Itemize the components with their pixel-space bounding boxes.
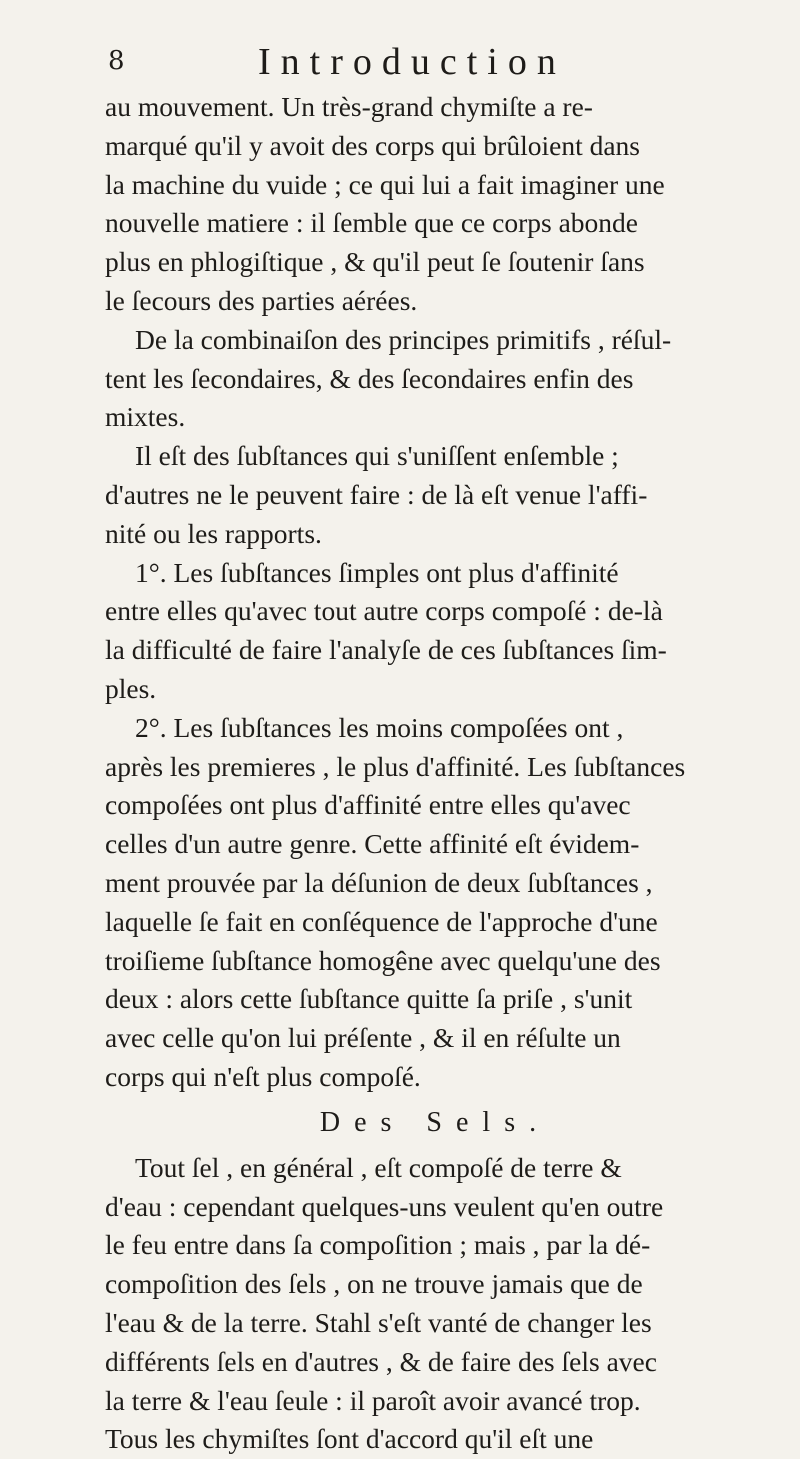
- text-line: au mouvement. Un très-grand chymiſte a re-: [105, 91, 593, 122]
- text-line: plus en phlogiſtique , & qu'il peut ſe ſoutenir ſans: [105, 246, 645, 278]
- text-line: 2°. Les ſubſtances les moins compoſées ont ,: [135, 711, 624, 743]
- text-line: Il eſt des ſubſtances qui s'uniſſent enſemble ;: [135, 440, 619, 472]
- text-line: Tous les chymiſtes ſont d'accord qu'il eſt une: [105, 1423, 594, 1455]
- text-line: nité ou les rapports.: [105, 517, 322, 549]
- text-line: d'eau : cependant quelques-uns veulent qu'en outre: [105, 1190, 664, 1222]
- text-line: le ſecours des parties aérées.: [105, 284, 418, 316]
- text-line: nouvelle matiere : il ſemble que ce corps abonde: [105, 207, 638, 239]
- text-line: différents ſels en d'autres , & de faire des ſels avec: [105, 1345, 657, 1377]
- section-heading: Des Sels.: [319, 1106, 551, 1138]
- paragraph: [105, 437, 765, 553]
- text-line: marqué qu'il y avoit des corps qui brûloient dans: [105, 129, 640, 161]
- text-line: deux : alors cette ſubſtance quitte ſa priſe , s'unit: [105, 983, 633, 1015]
- text-line: la machine du vuide ; ce qui lui a fait imaginer une: [105, 168, 665, 200]
- text-line: ment prouvée par la déſunion de deux ſubſtances ,: [105, 866, 653, 898]
- text-line: ples.: [105, 672, 157, 704]
- text-line: Tout ſel , en général , eſt compoſé de terre &: [135, 1151, 622, 1183]
- text-line: tent les ſecondaires, & des ſecondaires enfin des: [105, 362, 634, 394]
- paragraph: [105, 554, 765, 709]
- paragraph: [105, 709, 765, 1097]
- text-line: mixtes.: [105, 401, 186, 433]
- running-head: Introduction: [258, 41, 566, 83]
- text-line: d'autres ne le peuvent faire : de là eſt venue l'affi-: [105, 478, 648, 510]
- paragraph: [105, 88, 765, 321]
- page-number: 8: [108, 46, 125, 76]
- text-line: après les premieres , le plus d'affinité. Les ſubſtances: [105, 750, 686, 782]
- text-line: la terre & l'eau ſeule : il paroît avoir avancé trop.: [105, 1384, 641, 1416]
- paragraph: [105, 321, 765, 437]
- text-line: laquelle ſe fait en conſéquence de l'approche d'une: [105, 905, 658, 937]
- text-line: troiſieme ſubſtance homogêne avec quelqu'une des: [105, 944, 661, 976]
- text-line: celles d'un autre genre. Cette affinité eſt évidem-: [105, 828, 640, 860]
- body-text: [105, 88, 765, 1459]
- text-line: 1°. Les ſubſtances ſimples ont plus d'affinité: [135, 556, 619, 588]
- text-line: corps qui n'eſt plus compoſé.: [105, 1060, 421, 1092]
- text-line: la difficulté de faire l'analyſe de ces ſubſtances ſim-: [105, 634, 667, 666]
- text-line: entre elles qu'avec tout autre corps compoſé : de-là: [105, 595, 663, 627]
- text-line: De la combinaiſon des principes primitifs , réſul-: [135, 323, 672, 355]
- text-line: l'eau & de la terre. Stahl s'eſt vanté de changer les: [105, 1306, 652, 1338]
- text-line: avec celle qu'on lui préſente , & il en réſulte un: [105, 1022, 621, 1054]
- text-line: le feu entre dans ſa compoſition ; mais , par la dé-: [105, 1229, 651, 1261]
- text-line: compoſition des ſels , on ne trouve jamais que de: [105, 1268, 643, 1300]
- text-line: compoſées ont plus d'affinité entre elles qu'avec: [105, 789, 631, 821]
- paragraph: [105, 1149, 765, 1459]
